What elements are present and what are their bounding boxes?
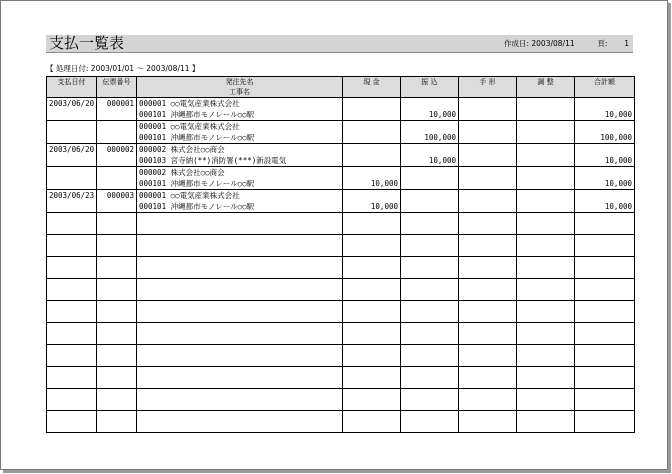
cell-adjust	[517, 167, 575, 190]
cell-date: 2003/06/23	[47, 190, 97, 213]
processing-period: 【 処理日付: 2003/01/01 ～ 2003/08/11 】	[46, 64, 200, 73]
cell-cash	[343, 144, 401, 167]
cell-client: 000002 株式会社○○商会 000103 宮寺納(**)消防署(***)新設電気	[137, 144, 343, 167]
table-row-empty	[47, 389, 635, 411]
cell-bill	[459, 121, 517, 144]
table-row	[47, 167, 635, 190]
cell-transfer	[401, 190, 459, 213]
col-transfer: 振 込	[401, 77, 459, 98]
cell-total: 10,000	[575, 98, 635, 121]
created-label: 作成日:	[503, 39, 529, 48]
payment-table	[46, 76, 635, 433]
table-header-row	[47, 77, 635, 98]
col-payment-date: 支払日付	[47, 77, 97, 98]
cell-client: 000002 株式会社○○商会 000101 沖縄都市モノレール○○駅	[137, 167, 343, 190]
table-row-empty	[47, 213, 635, 235]
cell-adjust	[517, 98, 575, 121]
cell-total: 100,000	[575, 121, 635, 144]
col-cash: 現 金	[343, 77, 401, 98]
cell-transfer: 10,000	[401, 144, 459, 167]
table-row-empty	[47, 411, 635, 433]
cell-cash: 10,000	[343, 167, 401, 190]
cell-transfer: 100,000	[401, 121, 459, 144]
cell-cash: 10,000	[343, 190, 401, 213]
cell-date	[47, 167, 97, 190]
table-row-empty	[47, 367, 635, 389]
cell-slip: 000003	[97, 190, 137, 213]
cell-cash	[343, 121, 401, 144]
cell-total: 10,000	[575, 144, 635, 167]
cell-slip: 000001	[97, 98, 137, 121]
page-number: 1	[624, 39, 629, 48]
cell-bill	[459, 98, 517, 121]
table-row-empty	[47, 279, 635, 301]
cell-slip	[97, 121, 137, 144]
col-client-line1: 発注先名	[225, 78, 254, 86]
table-row-empty	[47, 257, 635, 279]
cell-date: 2003/06/20	[47, 98, 97, 121]
page-title: 支払一覧表	[49, 34, 125, 52]
cell-total: 10,000	[575, 167, 635, 190]
cell-cash	[343, 98, 401, 121]
table-row-empty	[47, 345, 635, 367]
cell-client: 000001 ○○電気産業株式会社 000101 沖縄都市モノレール○○駅	[137, 98, 343, 121]
table-row	[47, 144, 635, 167]
table-row	[47, 121, 635, 144]
report-meta	[504, 39, 629, 49]
table-row	[47, 98, 635, 121]
col-adjust: 調 整	[517, 77, 575, 98]
cell-adjust	[517, 144, 575, 167]
col-bill: 手 形	[459, 77, 517, 98]
col-client-line2: 工事名	[229, 88, 250, 96]
col-client	[137, 77, 343, 98]
page-label: 頁:	[597, 39, 608, 48]
created-date: 2003/08/11	[531, 39, 575, 48]
title-bar	[46, 35, 633, 53]
cell-transfer	[401, 167, 459, 190]
cell-client: 000001 ○○電気産業株式会社 000101 沖縄都市モノレール○○駅	[137, 190, 343, 213]
col-slip-no: 伝票番号	[97, 77, 137, 98]
table-row	[47, 190, 635, 213]
table-row-empty	[47, 235, 635, 257]
cell-bill	[459, 167, 517, 190]
cell-bill	[459, 144, 517, 167]
col-total: 合計額	[575, 77, 635, 98]
cell-date	[47, 121, 97, 144]
cell-transfer: 10,000	[401, 98, 459, 121]
cell-adjust	[517, 121, 575, 144]
cell-bill	[459, 190, 517, 213]
table-row-empty	[47, 301, 635, 323]
cell-adjust	[517, 190, 575, 213]
table-row-empty	[47, 323, 635, 345]
cell-date: 2003/06/20	[47, 144, 97, 167]
cell-total: 10,000	[575, 190, 635, 213]
cell-client: 000001 ○○電気産業株式会社 000101 沖縄都市モノレール○○駅	[137, 121, 343, 144]
cell-slip	[97, 167, 137, 190]
cell-slip: 000002	[97, 144, 137, 167]
